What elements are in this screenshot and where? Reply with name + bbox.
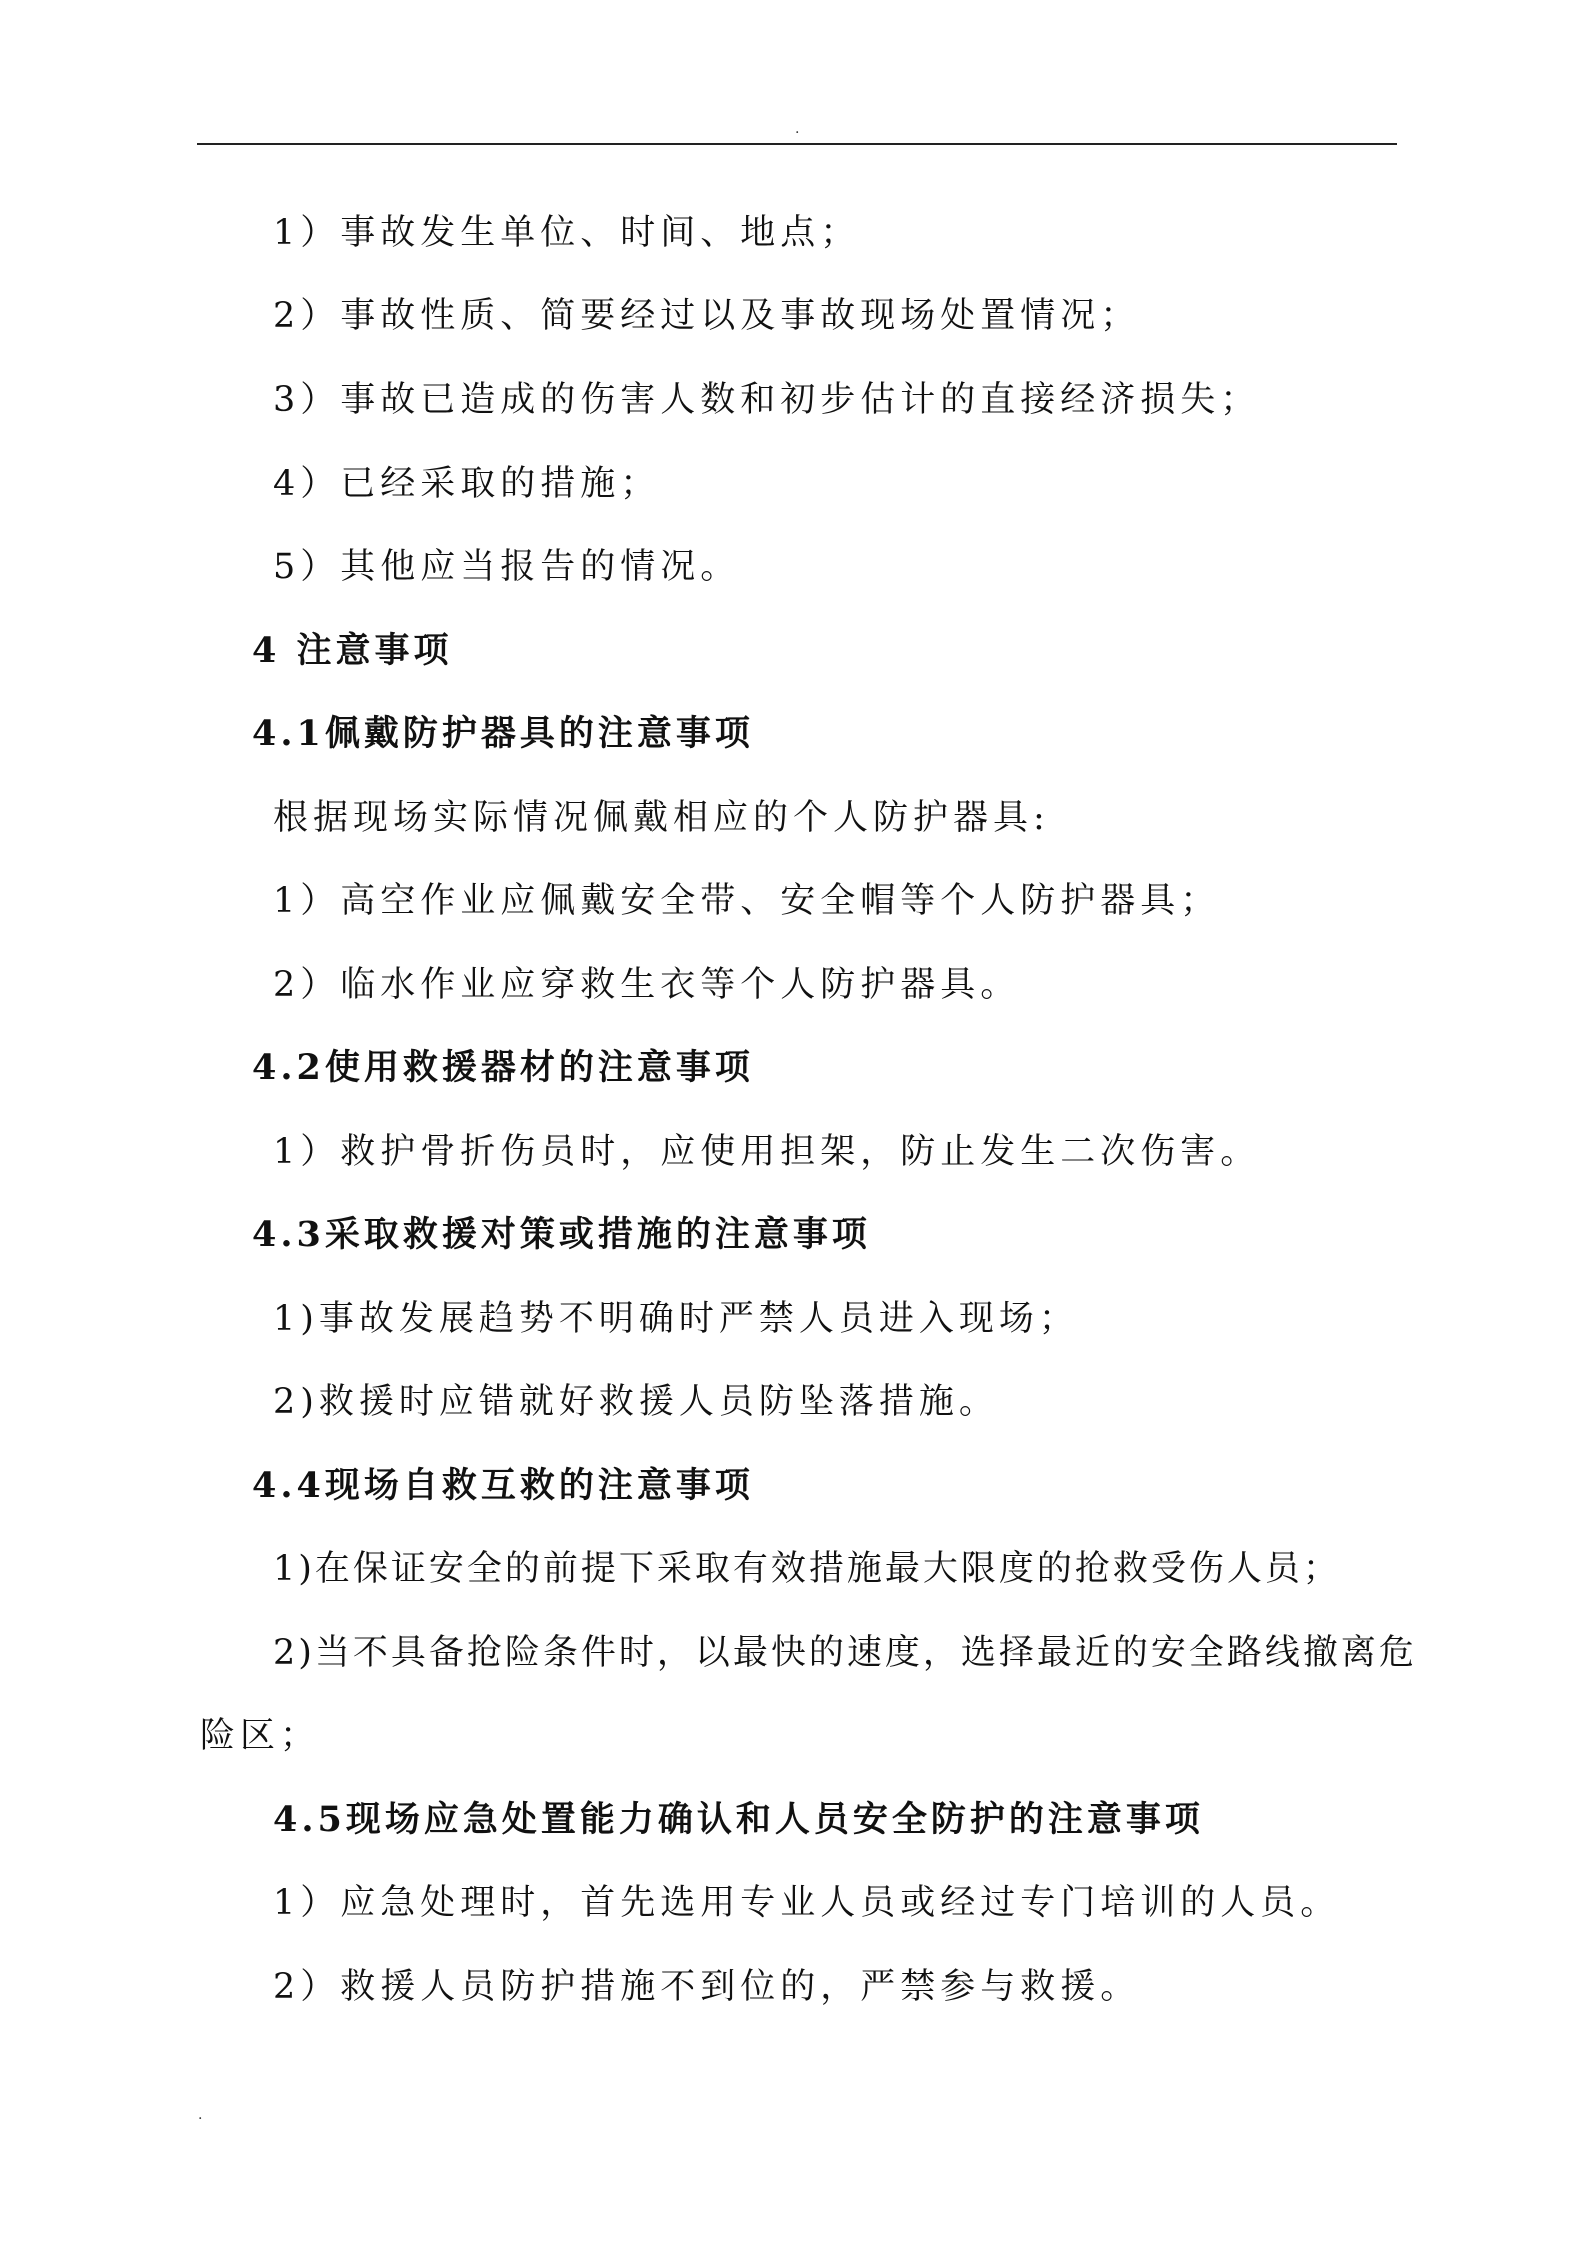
subsection-heading: 4.5现场应急处置能力确认和人员安全防护的注意事项 — [273, 1799, 1204, 1840]
subsection-heading: 4.3采取救援对策或措施的注意事项 — [252, 1214, 871, 1255]
section-heading: 4 注意事项 — [252, 630, 453, 671]
paragraph: 1)事故发展趋势不明确时严禁人员进入现场； — [273, 1299, 1079, 1339]
paragraph: 2）救援人员防护措施不到位的，严禁参与救援。 — [273, 1967, 1141, 2007]
subsection-heading: 4.2使用救援器材的注意事项 — [252, 1047, 754, 1088]
paragraph: 1）应急处理时，首先选用专业人员或经过专门培训的人员。 — [273, 1883, 1341, 1923]
paragraph: 1）高空作业应佩戴安全带、安全帽等个人防护器具； — [273, 881, 1221, 921]
header-mark: . — [795, 121, 800, 137]
paragraph: 根据现场实际情况佩戴相应的个人防护器具: — [273, 798, 1050, 838]
paragraph: 1）救护骨折伤员时，应使用担架，防止发生二次伤害。 — [273, 1132, 1261, 1172]
paragraph: 4）已经采取的措施； — [273, 464, 661, 504]
paragraph: 2)救援时应错就好救援人员防坠落措施。 — [273, 1382, 999, 1422]
paragraph: 1）事故发生单位、时间、地点； — [273, 213, 861, 253]
paragraph: 2）临水作业应穿救生衣等个人防护器具。 — [273, 965, 1021, 1005]
header-rule — [197, 143, 1397, 145]
subsection-heading: 4.4现场自救互救的注意事项 — [252, 1465, 754, 1506]
paragraph: 5）其他应当报告的情况。 — [273, 547, 741, 587]
paragraph: 1)在保证安全的前提下采取有效措施最大限度的抢救受伤人员； — [273, 1549, 1341, 1589]
footer-mark: . — [198, 2107, 203, 2123]
subsection-heading: 4.1佩戴防护器具的注意事项 — [252, 713, 754, 754]
paragraph: 3）事故已造成的伤害人数和初步估计的直接经济损失； — [273, 380, 1261, 420]
paragraph: 2）事故性质、简要经过以及事故现场处置情况； — [273, 296, 1141, 336]
paragraph-continuation: 险区； — [200, 1716, 321, 1756]
paragraph: 2)当不具备抢险条件时，以最快的速度，选择最近的安全路线撤离危 — [273, 1633, 1417, 1673]
